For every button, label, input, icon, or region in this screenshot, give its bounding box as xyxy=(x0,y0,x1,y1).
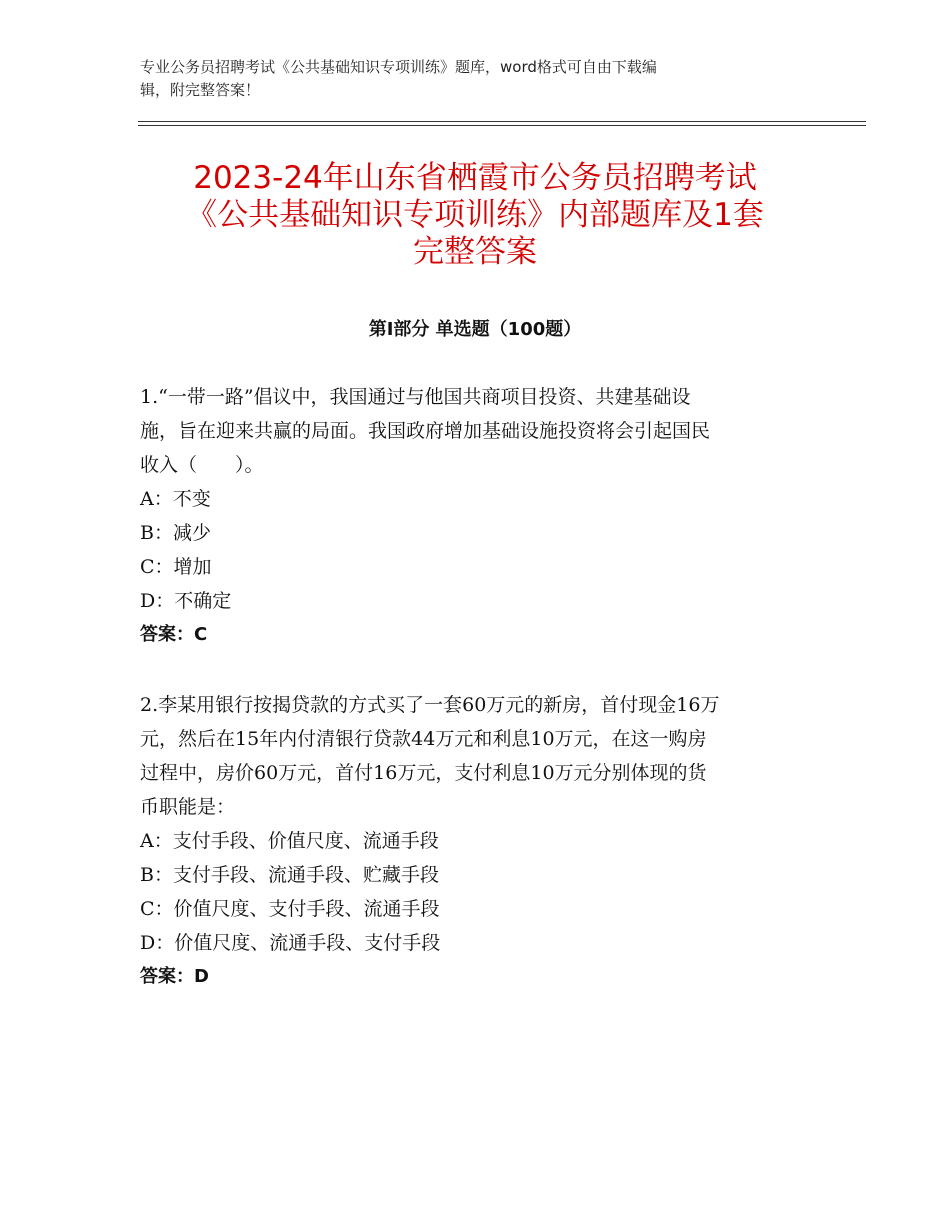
option-a: A：不变 xyxy=(140,488,211,510)
option-b: B：减少 xyxy=(140,522,211,544)
question-stem-line: 过程中，房价60万元，首付16万元，支付利息10万元分别体现的货 xyxy=(140,762,707,784)
header-divider-bottom xyxy=(138,125,866,126)
question-2 xyxy=(140,688,820,994)
question-stem-line: 1.“一带一路”倡议中，我国通过与他国共商项目投资、共建基础设 xyxy=(140,386,691,408)
question-stem-line: 币职能是： xyxy=(140,796,236,818)
header-divider-top xyxy=(138,121,866,122)
title-line-2: 《公共基础知识专项训练》内部题库及1套 xyxy=(186,197,764,233)
question-stem-line: 收入（ ）。 xyxy=(140,454,264,476)
title-line-1: 2023-24年山东省栖霞市公务员招聘考试 xyxy=(193,160,757,196)
option-c: C：增加 xyxy=(140,556,212,578)
document-title xyxy=(100,160,850,271)
answer-label: 答案：D xyxy=(140,966,209,987)
header-note xyxy=(140,56,800,102)
question-1 xyxy=(140,380,820,652)
answer-label: 答案：C xyxy=(140,624,208,645)
question-stem-line: 施，旨在迎来共赢的局面。我国政府增加基础设施投资将会引起国民 xyxy=(140,420,711,442)
option-b: B：支付手段、流通手段、贮藏手段 xyxy=(140,864,439,886)
header-note-line-1: 专业公务员招聘考试《公共基础知识专项训练》题库，word格式可自由下载编 xyxy=(140,58,657,76)
header-note-line-2: 辑，附完整答案！ xyxy=(140,81,261,99)
question-stem-line: 2.李某用银行按揭贷款的方式买了一套60万元的新房，首付现金16万 xyxy=(140,694,720,716)
option-a: A：支付手段、价值尺度、流通手段 xyxy=(140,830,439,852)
section-heading: 第I部分 单选题（100题） xyxy=(368,319,582,340)
option-d: D：不确定 xyxy=(140,590,232,612)
question-stem-line: 元，然后在15年内付清银行贷款44万元和利息10万元，在这一购房 xyxy=(140,728,707,750)
option-d: D：价值尺度、流通手段、支付手段 xyxy=(140,932,441,954)
option-c: C：价值尺度、支付手段、流通手段 xyxy=(140,898,440,920)
title-line-3: 完整答案 xyxy=(413,234,537,270)
